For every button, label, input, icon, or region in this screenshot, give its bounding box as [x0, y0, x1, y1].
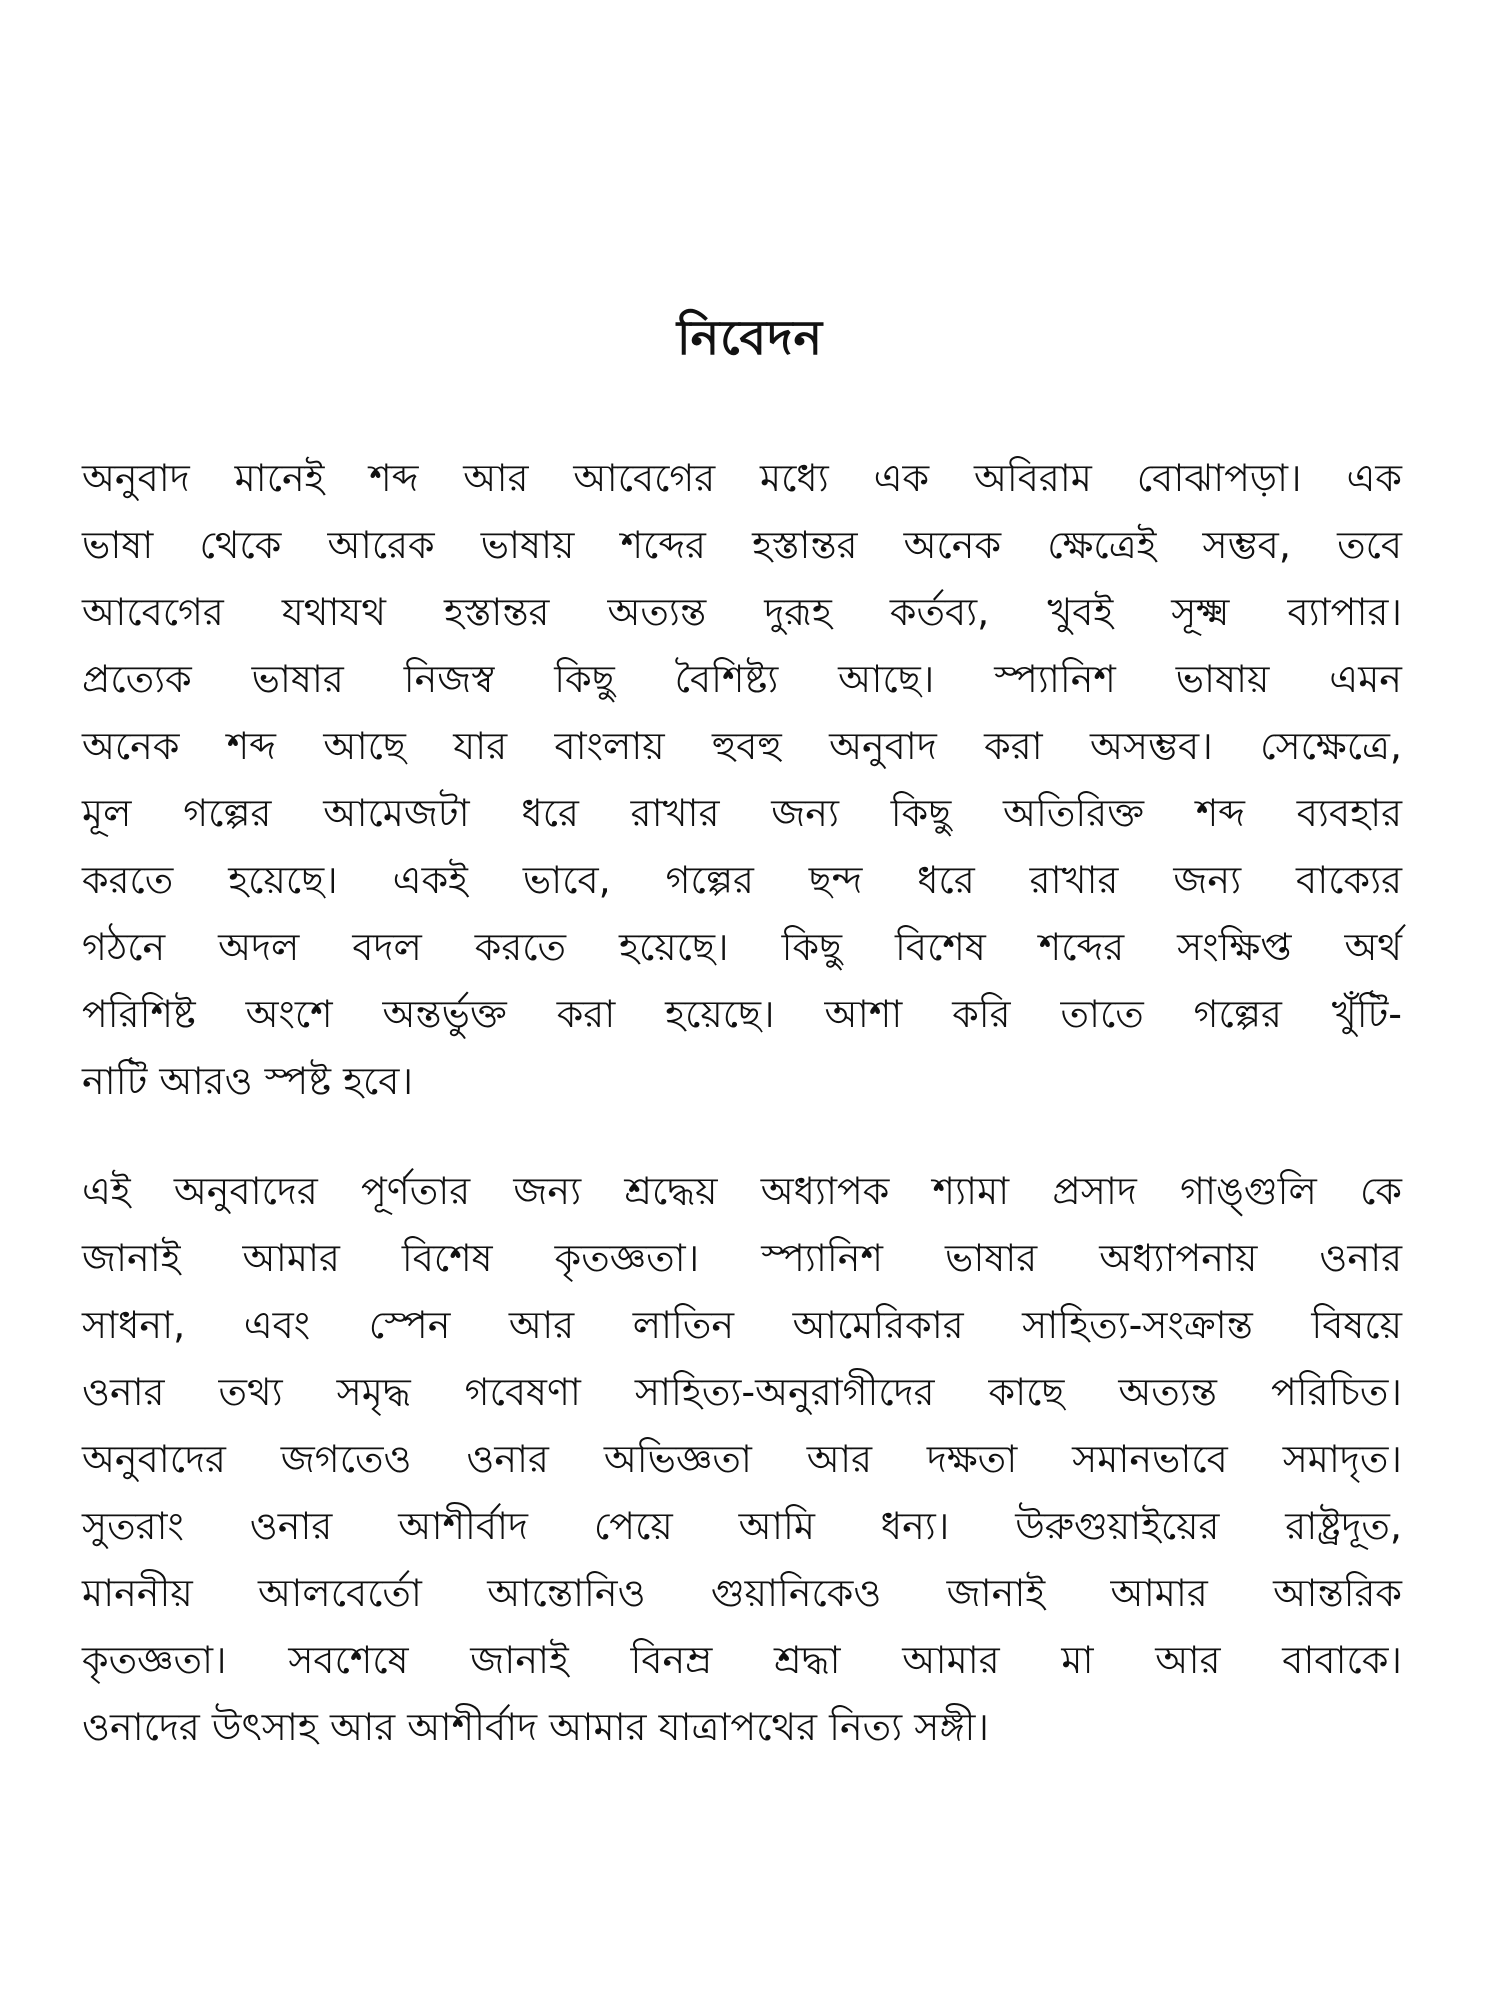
text-line: জানাই আমার বিশেষ কৃতজ্ঞতা। স্প্যানিশ ভাষার অধ্যাপনায় ওনার [82, 1236, 1402, 1280]
text-line: সুতরাং ওনার আশীর্বাদ পেয়ে আমি ধন্য। উরুগুয়াইয়ের রাষ্ট্রদূত, [82, 1504, 1402, 1548]
text-line: ভাষা থেকে আরেক ভাষায় শব্দের হস্তান্তর অনেক ক্ষেত্রেই সম্ভব, তবে [82, 523, 1402, 567]
text-line: পরিশিষ্ট অংশে অন্তর্ভুক্ত করা হয়েছে। আশা করি তাতে গল্পের খুঁটি- [82, 992, 1402, 1036]
text-line: গঠনে অদল বদল করতে হয়েছে। কিছু বিশেষ শব্দের সংক্ষিপ্ত অর্থ [82, 925, 1402, 969]
text-line: এই অনুবাদের পূর্ণতার জন্য শ্রদ্ধেয় অধ্যাপক শ্যামা প্রসাদ গাঙ্গুলি কে [82, 1169, 1402, 1213]
text-line: ওনাদের উৎসাহ আর আশীর্বাদ আমার যাত্রাপথের নিত্য সঙ্গী। [82, 1705, 990, 1749]
text-line: অনেক শব্দ আছে যার বাংলায় হুবহু অনুবাদ করা অসম্ভব। সেক্ষেত্রে, [82, 724, 1402, 768]
text-line: কৃতজ্ঞতা। সবশেষে জানাই বিনম্র শ্রদ্ধা আমার মা আর বাবাকে। [82, 1638, 1402, 1682]
text-line: অনুবাদের জগতেও ওনার অভিজ্ঞতা আর দক্ষতা সমানভাবে সমাদৃত। [82, 1437, 1402, 1481]
page-title: নিবেদন [676, 310, 824, 366]
text-line: সাধনা, এবং স্পেন আর লাতিন আমেরিকার সাহিত্য-সংক্রান্ত বিষয়ে [82, 1303, 1402, 1347]
paragraph-2 [82, 1158, 1402, 1761]
text-line: আবেগের যথাযথ হস্তান্তর অত্যন্ত দুরূহ কর্তব্য, খুবই সূক্ষ্ম ব্যাপার। [82, 590, 1402, 634]
text-line: করতে হয়েছে। একই ভাবে, গল্পের ছন্দ ধরে রাখার জন্য বাক্যের [82, 858, 1402, 902]
paragraph-1 [82, 445, 1402, 1115]
text-line: মূল গল্পের আমেজটা ধরে রাখার জন্য কিছু অতিরিক্ত শব্দ ব্যবহার [82, 791, 1402, 835]
text-line: নাটি আরও স্পষ্ট হবে। [82, 1059, 414, 1103]
text-line: প্রত্যেক ভাষার নিজস্ব কিছু বৈশিষ্ট্য আছে। স্প্যানিশ ভাষায় এমন [82, 657, 1402, 701]
text-line: ওনার তথ্য সমৃদ্ধ গবেষণা সাহিত্য-অনুরাগীদের কাছে অত্যন্ত পরিচিত। [82, 1370, 1402, 1414]
text-line: অনুবাদ মানেই শব্দ আর আবেগের মধ্যে এক অবিরাম বোঝাপড়া। এক [82, 456, 1402, 500]
text-line: মাননীয় আলবের্তো আন্তোনিও গুয়ানিকেও জানাই আমার আন্তরিক [82, 1571, 1402, 1615]
